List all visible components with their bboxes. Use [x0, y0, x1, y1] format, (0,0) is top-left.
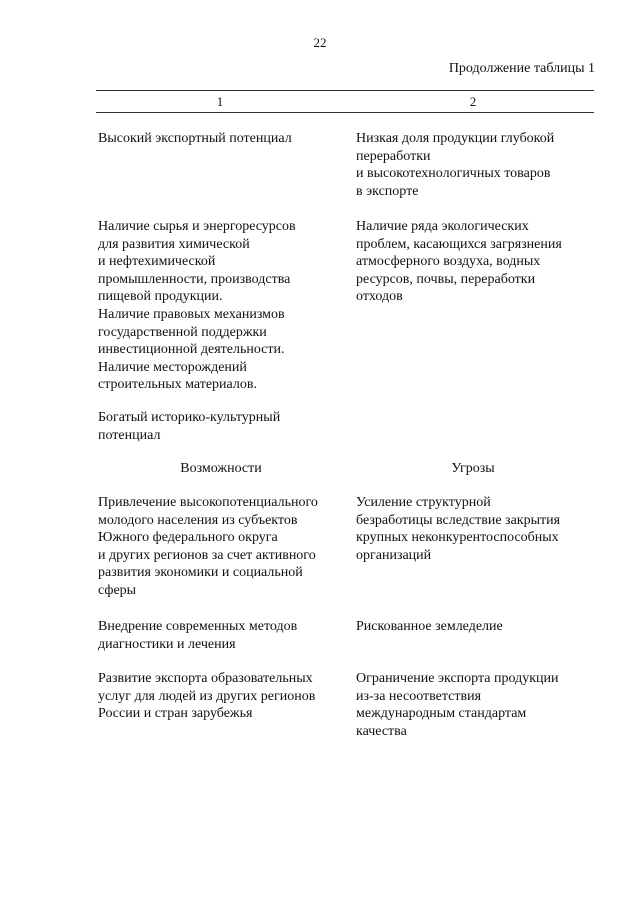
weakness-cell: Наличие ряда экологических проблем, касающихся загрязнения атмосферного воздуха, водных ресурсов, почвы, переработки отходов [356, 219, 562, 305]
threat-cell: Усиление структурной безработицы вследствие закрытия крупных неконкурентоспособных организаций [356, 495, 561, 563]
opportunities-heading: Возможности [180, 461, 262, 476]
column-header-1: 1 [216, 94, 224, 109]
page-number: 22 [313, 35, 327, 50]
threats-heading: Угрозы [451, 461, 495, 476]
opportunity-cell: Развитие экспорта образовательных услуг для людей из других регионов России и стран зарубежья [98, 671, 316, 722]
opportunity-cell: Внедрение современных методов диагностики и лечения [98, 619, 298, 652]
table-continuation-title: Продолжение таблицы 1 [448, 61, 595, 76]
column-header-2: 2 [469, 94, 477, 109]
table-header-rule [96, 112, 594, 113]
strength-cell: Высокий экспортный потенциал [98, 131, 292, 146]
threat-cell: Рискованное земледелие [356, 619, 503, 634]
threat-cell: Ограничение экспорта продукции из-за несоответствия международным стандартам качества [356, 671, 559, 739]
table-top-rule [96, 90, 594, 91]
strength-cell: Наличие сырья и энергоресурсов для развития химической и нефтехимической промышленности, производства пищевой продукции. Наличие правовых механизмов государственной поддержки инвестиционной деятельности. Наличие месторождений строительных материалов. [98, 219, 296, 393]
weakness-cell: Низкая доля продукции глубокой переработки и высокотехнологичных товаров в экспорте [356, 131, 555, 199]
opportunity-cell: Привлечение высокопотенциального молодого населения из субъектов Южного федерального округа и других регионов за счет активного развития экономики и социальной сферы [98, 495, 318, 598]
strength-cell: Богатый историко-культурный потенциал [98, 410, 281, 443]
